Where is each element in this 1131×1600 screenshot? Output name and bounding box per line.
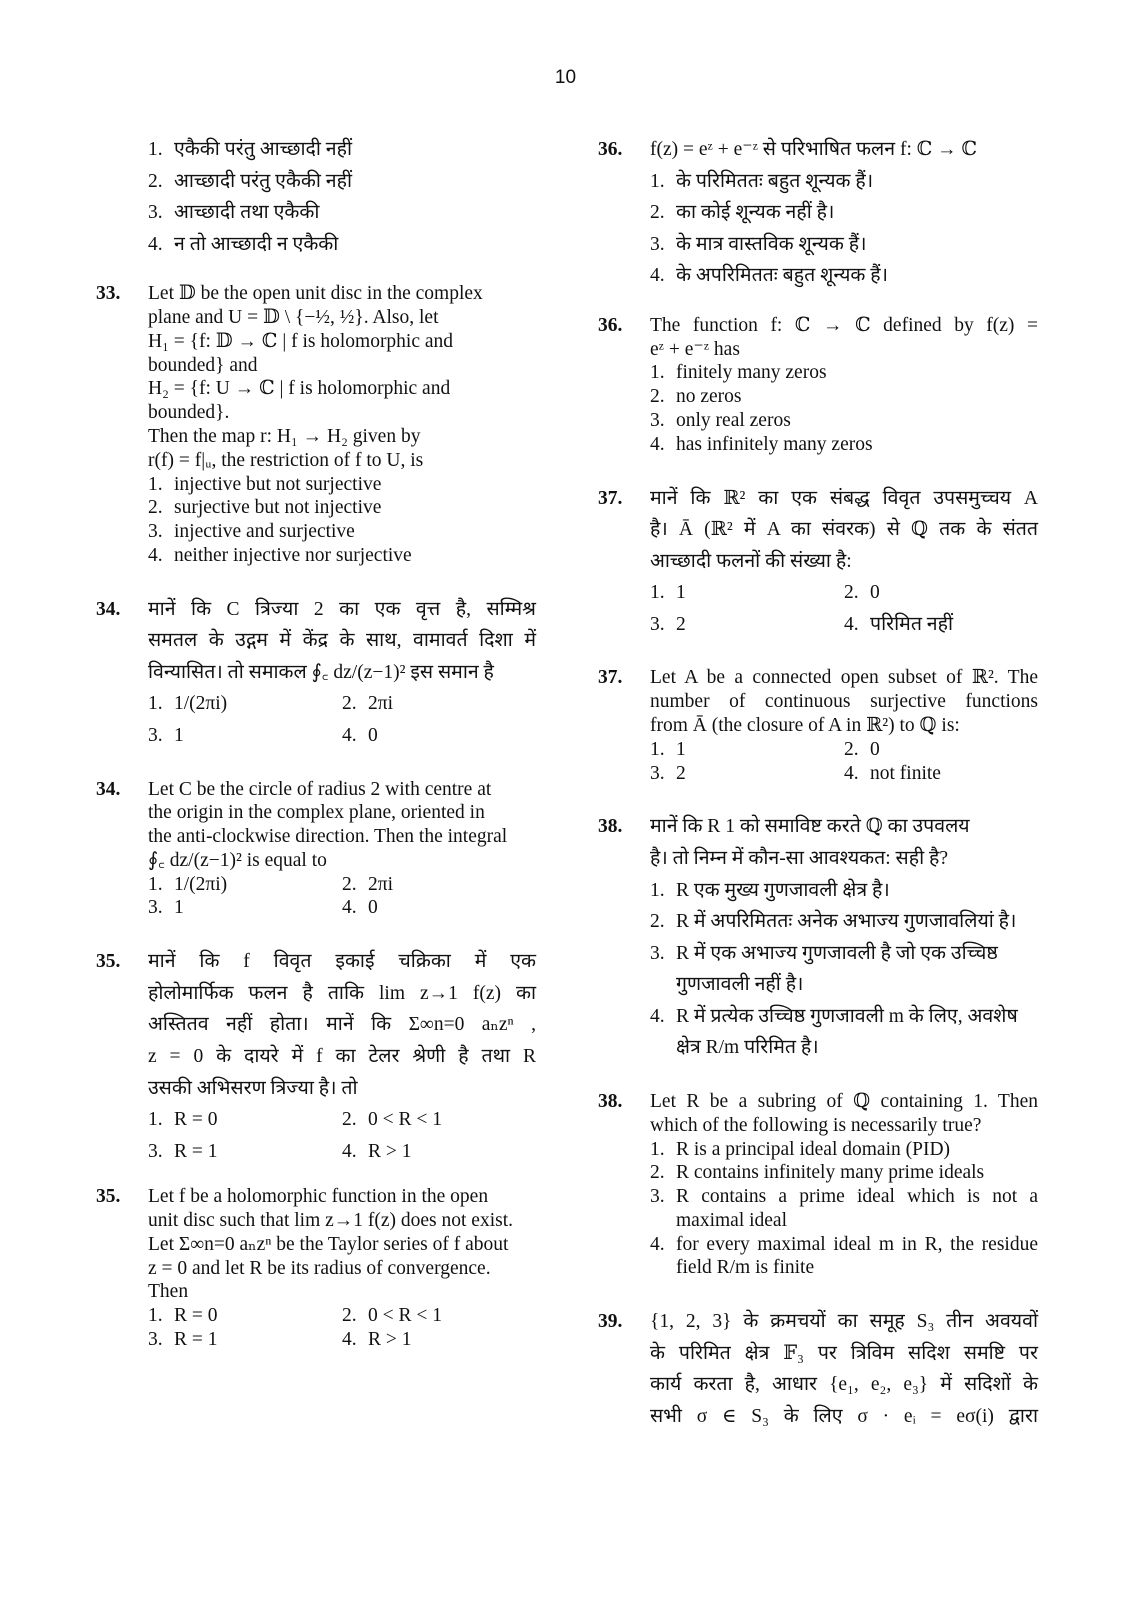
question-line: {1, 2, 3} के क्रमचयों का समूह S₃ तीन अवयवों [650, 1311, 1038, 1333]
question-line: number of continuous surjective functions [650, 691, 1038, 713]
question-line: r(f) = f|ᵤ, the restriction of f to U, is [148, 449, 424, 471]
option: 3. 1 [148, 897, 184, 919]
options-row [148, 1104, 536, 1136]
option: 1. 1 [650, 738, 686, 760]
question-number: 34. [96, 778, 121, 800]
option: 1. R एक मुख्य गुणजावली क्षेत्र है। [650, 879, 890, 901]
question-line: which of the following is necessarily true? [650, 1114, 982, 1136]
question-number: 36. [598, 314, 623, 336]
option: 3. 2 [650, 762, 686, 784]
option: 2. surjective but not injective [148, 497, 382, 519]
option: 4. R > 1 [342, 1329, 412, 1350]
option: 2. R में अपरिमिततः अनेक अभाज्य गुणजावलियां है। [650, 911, 1017, 933]
option: 2. 0 < R < 1 [342, 1305, 443, 1327]
question-number: 38. [598, 1091, 623, 1112]
option: 4. 0 [342, 725, 378, 746]
question-line: सभी σ ∈ S₃ के लिए σ · eᵢ = eσ(i) द्वारा [650, 1405, 1038, 1427]
options-row [148, 720, 536, 752]
question-line: Let C be the circle of radius 2 with centre at [148, 778, 492, 800]
options-row [148, 1136, 536, 1168]
question-number: 37. [598, 667, 623, 689]
question-line: विन्यासित। तो समाकल ∮꜀ dz/(z−1)² इस समान है [148, 661, 494, 683]
question-line: z = 0 and let R be its radius of convergence. [148, 1257, 491, 1279]
option: 2. R contains infinitely many prime ideals [650, 1162, 985, 1184]
question-36-hindi [598, 134, 1038, 292]
options-row [148, 1304, 536, 1328]
question-line: आच्छादी फलनों की संख्या है: [650, 550, 852, 572]
question-line: bounded}. [148, 402, 230, 424]
options-row [650, 738, 1038, 762]
option: 4. के अपरिमिततः बहुत शून्यक हैं। [650, 265, 889, 287]
options-row [148, 1328, 536, 1352]
question-number: 34. [96, 598, 121, 620]
question-line: Then the map r: H₁ → H₂ given by [148, 426, 421, 447]
option: 1. 1/(2πi) [148, 693, 228, 715]
options-row [148, 896, 536, 920]
option: 1. R = 0 [148, 1109, 218, 1131]
question-line: Let f be a holomorphic function in the open [148, 1186, 489, 1208]
question-39-hindi [598, 1306, 1038, 1432]
options-row [148, 873, 536, 897]
option: 3. आच्छादी तथा एकैकी [148, 202, 320, 224]
question-line: होलोमार्फिक फलन है ताकि lim z→1 f(z) का [148, 982, 536, 1004]
option: 4. R में प्रत्येक उच्चिष्ठ गुणजावली m के लिए, अवशेष क्षेत्र R/m परिमित है। [650, 1005, 1018, 1059]
question-number: 33. [96, 283, 121, 305]
question-number: 39. [598, 1311, 623, 1333]
question-line: from Ā (the closure of A in ℝ²) to ℚ is: [650, 715, 960, 737]
question-32-hindi-options [96, 134, 536, 260]
question-number: 36. [598, 139, 623, 160]
question-line: Let Σ∞n=0 aₙzⁿ be the Taylor series of f about [148, 1233, 509, 1255]
option: 4. परिमित नहीं [844, 613, 954, 635]
question-number: 35. [96, 1186, 121, 1208]
question-number: 37. [598, 487, 623, 509]
option: 4. neither injective nor surjective [148, 544, 412, 566]
question-line: Let R be a subring of ℚ containing 1. Then [650, 1091, 1038, 1112]
option: 3. R = 1 [148, 1329, 218, 1350]
option: 2. 0 [844, 738, 880, 760]
option: 2. 2πi [342, 693, 394, 715]
left-column [96, 134, 536, 1352]
question-line: समतल के उद्गम में केंद्र के साथ, वामावर्त दिशा में [148, 630, 536, 652]
question-line: the anti-clockwise direction. Then the integral [148, 826, 508, 848]
question-line: Then [148, 1281, 189, 1303]
question-line: H₂ = {f: U → ℂ | f is holomorphic and [148, 378, 451, 400]
question-line: मानें कि f विवृत इकाई चक्रिका में एक [148, 951, 536, 973]
question-line: अस्तितव नहीं होता। मानें कि Σ∞n=0 aₙzⁿ , [148, 1014, 536, 1036]
question-line: मानें कि ℝ² का एक संबद्ध विवृत उपसमुच्चय A [650, 487, 1038, 509]
option: 4. not finite [844, 762, 941, 784]
option: 3. injective and surjective [148, 521, 355, 543]
option: 2. 0 [844, 582, 880, 604]
option: 1. एकैकी परंतु आच्छादी नहीं [148, 139, 353, 160]
option: 1. के परिमिततः बहुत शून्यक हैं। [650, 170, 874, 192]
question-line: unit disc such that lim z→1 f(z) does not exist. [148, 1210, 514, 1232]
question-line: Let 𝔻 be the open unit disc in the complex [148, 283, 483, 305]
question-35-hindi [96, 946, 536, 1167]
question-line: के परिमित क्षेत्र 𝔽₃ पर त्रिविम सदिश समष्टि पर [650, 1342, 1038, 1364]
question-35-english [96, 1185, 536, 1351]
page-number: 10 [554, 67, 577, 88]
question-line: H₁ = {f: 𝔻 → ℂ | f is holomorphic and [148, 330, 454, 352]
question-line: z = 0 के दायरे में f का टेलर श्रेणी है तथा R [148, 1046, 536, 1067]
option: 2. का कोई शून्यक नहीं है। [650, 202, 835, 224]
question-line: bounded} and [148, 354, 258, 376]
right-column [598, 134, 1038, 1433]
question-line: ∮꜀ dz/(z−1)² is equal to [148, 849, 327, 871]
options-row [148, 688, 536, 720]
option: 4. has infinitely many zeros [650, 433, 873, 455]
question-line: plane and U = 𝔻 \ {−½, ½}. Also, let [148, 307, 439, 329]
option: 1. 1 [650, 582, 686, 604]
option: 3. R contains a prime ideal which is not a maximal ideal [650, 1186, 1038, 1231]
question-37-english [598, 666, 1038, 785]
option: 4. for every maximal ideal m in R, the residue field R/m is finite [650, 1233, 1038, 1279]
question-number: 35. [96, 951, 121, 973]
option: 1. R is a principal ideal domain (PID) [650, 1138, 951, 1160]
option: 3. 2 [650, 613, 686, 635]
option: 3. R = 1 [148, 1140, 218, 1162]
option: 2. no zeros [650, 386, 742, 408]
option: 4. R > 1 [342, 1140, 412, 1162]
question-line: Let A be a connected open subset of ℝ². The [650, 667, 1038, 689]
question-line: f(z) = eᶻ + e⁻ᶻ से परिभाषित फलन f: ℂ → ℂ [650, 139, 978, 160]
question-line: The function f: ℂ → ℂ defined by f(z) = [650, 314, 1038, 336]
option: 3. only real zeros [650, 410, 791, 432]
option: 3. R में एक अभाज्य गुणजावली है जो एक उच्चिष्ठ गुणजावली नहीं है। [650, 942, 998, 996]
option: 2. 2πi [342, 873, 394, 895]
options-row [650, 577, 1038, 609]
option: 1. R = 0 [148, 1305, 218, 1327]
question-33-english [96, 282, 536, 567]
option: 2. 0 < R < 1 [342, 1109, 443, 1131]
option: 4. न तो आच्छादी न एकैकी [148, 233, 339, 255]
options-row [650, 762, 1038, 786]
options-row [650, 609, 1038, 641]
question-line: eᶻ + e⁻ᶻ has [650, 338, 740, 360]
question-line: कार्य करता है, आधार {e₁, e₂, e₃} में सदिशों के [650, 1374, 1038, 1396]
question-line: है। Ā (ℝ² में A का संवरक) से ℚ तक के संतत [650, 519, 1038, 541]
option: 1. injective but not surjective [148, 473, 382, 495]
question-number: 38. [598, 816, 623, 838]
question-line: है। तो निम्न में कौन-सा आवश्यकत: सही है? [650, 847, 949, 869]
option: 1. 1/(2πi) [148, 873, 228, 895]
question-36-english [598, 314, 1038, 457]
question-34-english [96, 778, 536, 921]
question-37-hindi [598, 483, 1038, 641]
question-34-hindi [96, 594, 536, 752]
option: 2. आच्छादी परंतु एकैकी नहीं [148, 170, 353, 192]
question-line: the origin in the complex plane, oriented in [148, 802, 485, 824]
question-line: उसकी अभिसरण त्रिज्या है। तो [148, 1077, 358, 1099]
question-line: मानें कि R 1 को समाविष्ट करते ℚ का उपवलय [650, 816, 970, 838]
question-38-english [598, 1090, 1038, 1280]
option: 4. 0 [342, 897, 378, 919]
question-38-hindi [598, 811, 1038, 1064]
option: 3. 1 [148, 725, 184, 746]
option: 1. finitely many zeros [650, 362, 827, 384]
question-line: मानें कि C त्रिज्या 2 का एक वृत्त है, सम्मिश्र [148, 598, 536, 620]
option: 3. के मात्र वास्तविक शून्यक हैं। [650, 233, 867, 255]
